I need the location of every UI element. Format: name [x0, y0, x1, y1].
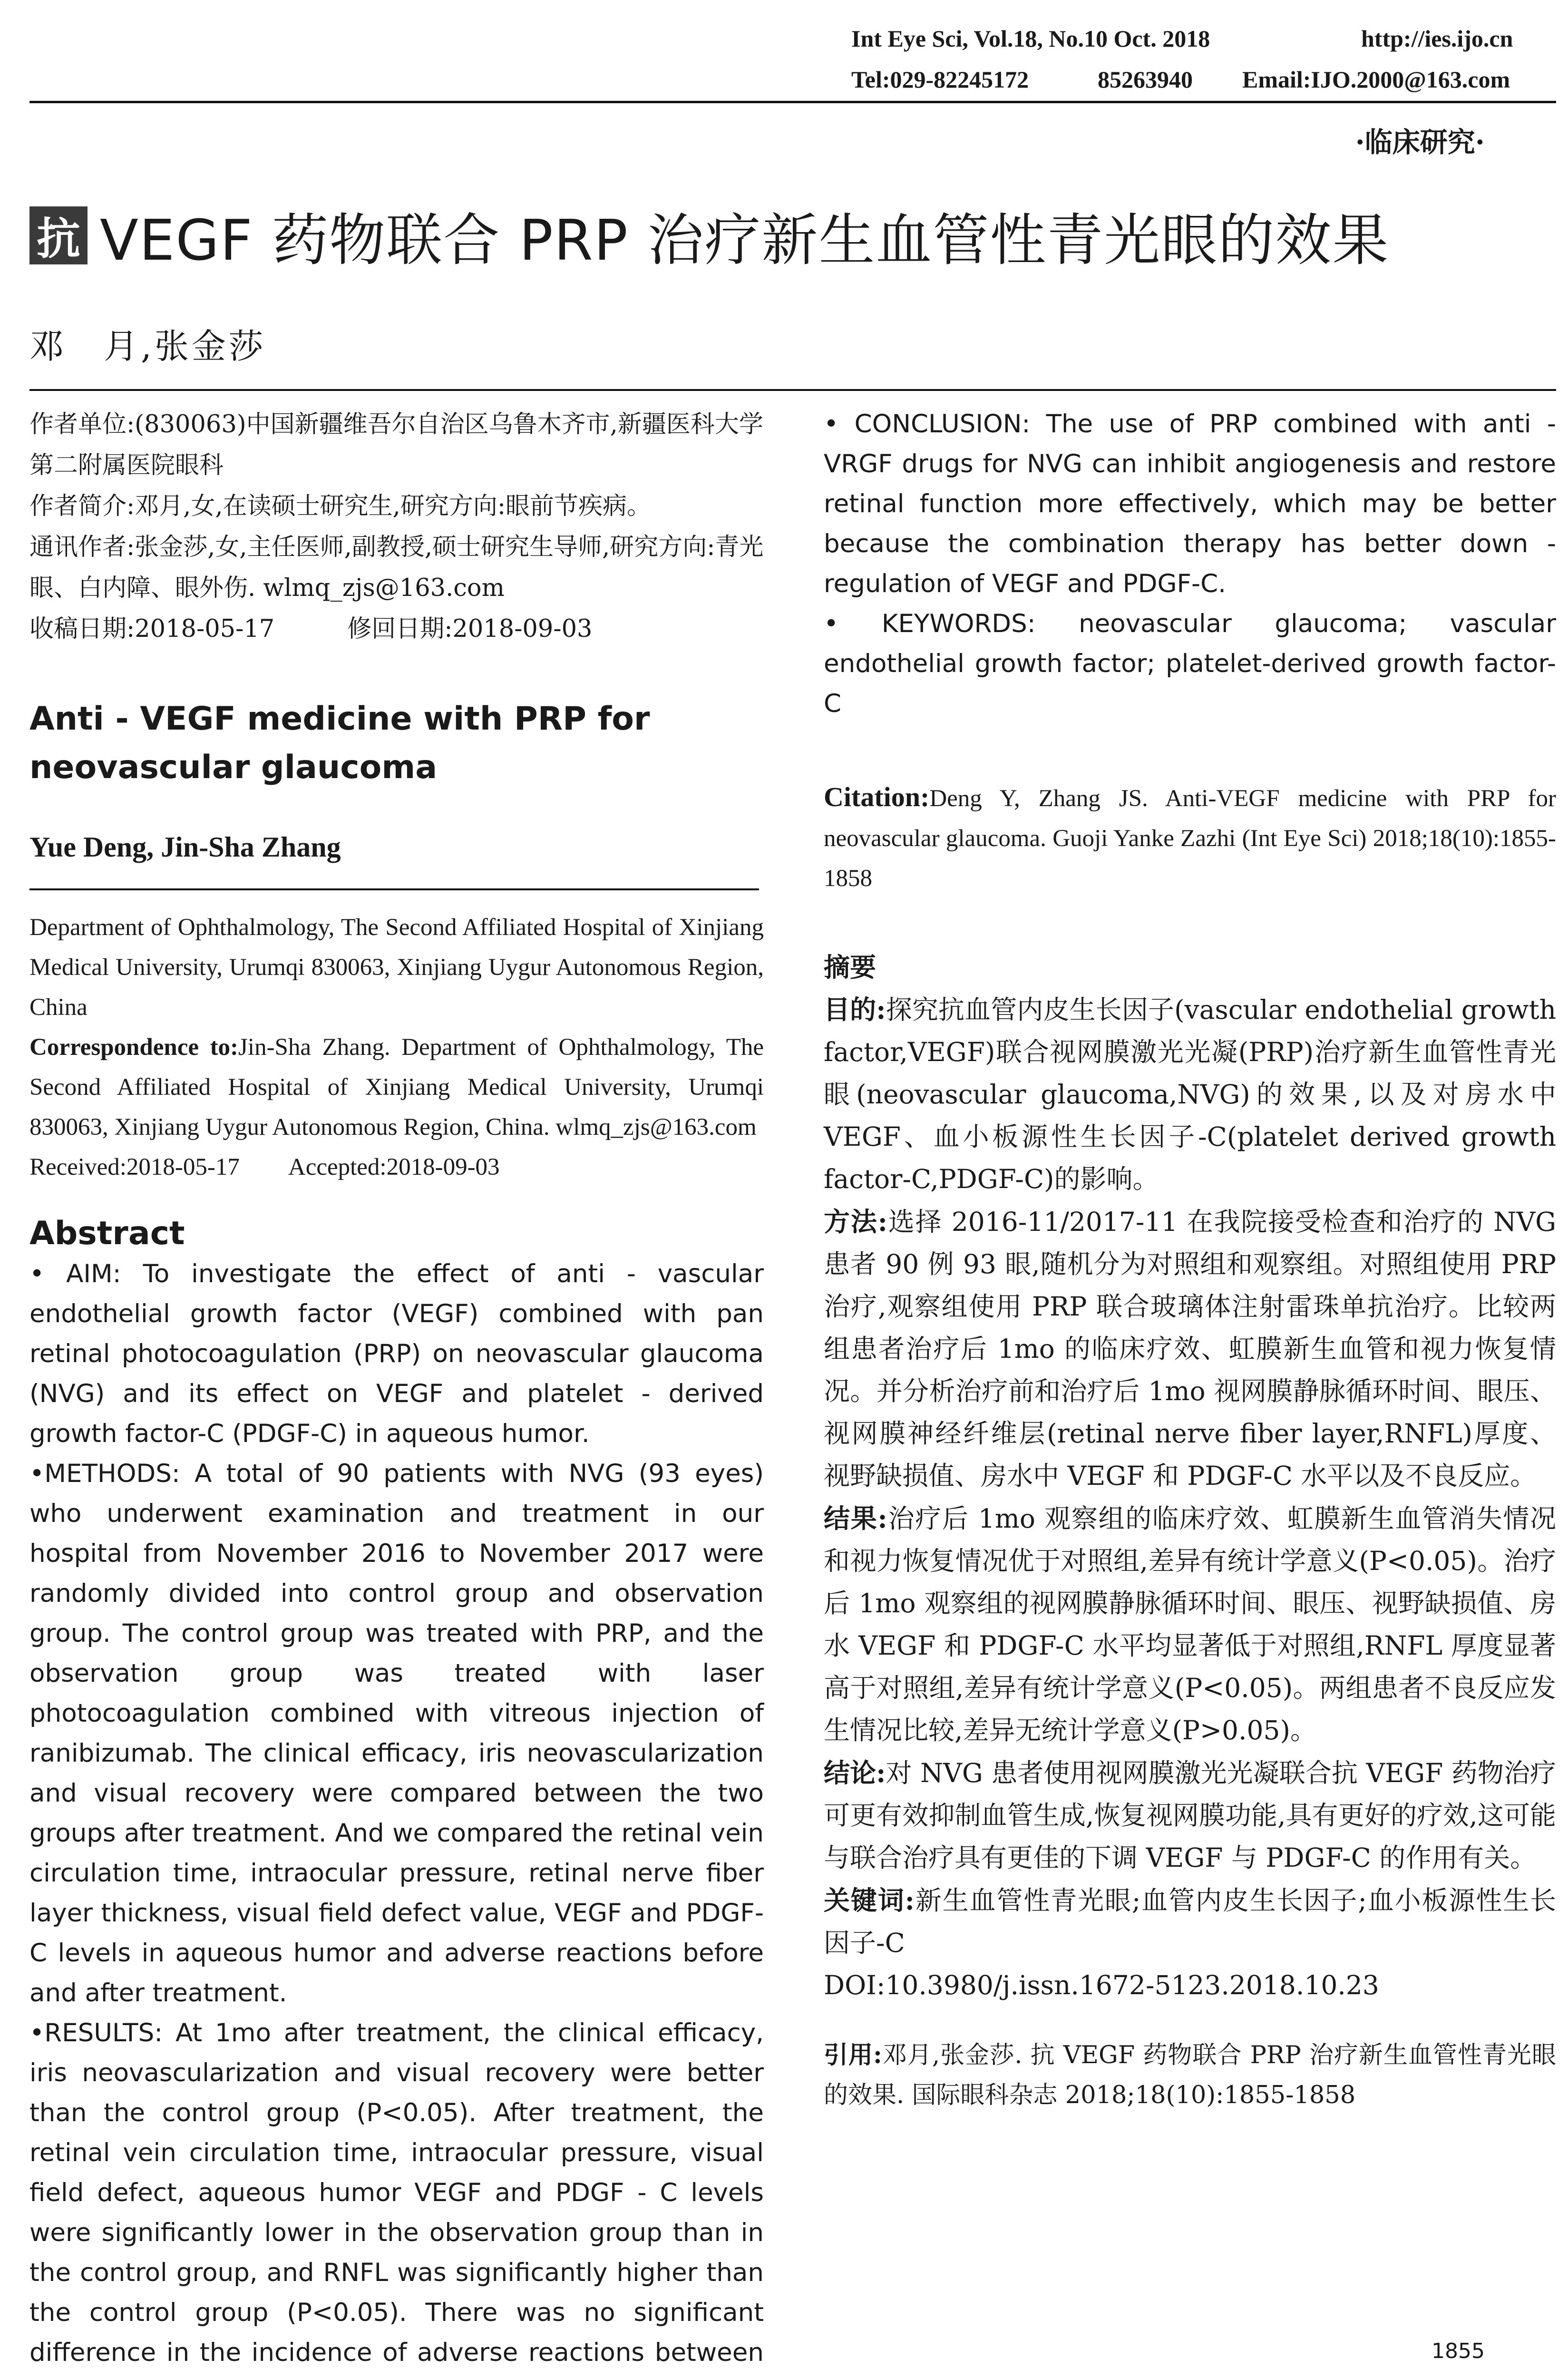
page-number: 1855 [1432, 2339, 1485, 2363]
affiliation: Department of Ophthalmology, The Second Affiliated Hospital of Xinjiang Medical University, Urumqi 830063, Xinjiang Uygur Autonomous Region, China [29, 914, 764, 1021]
cn-aim-label: 目的: [824, 994, 886, 1025]
title-badge: 抗 [29, 206, 88, 264]
cn-methods [824, 1200, 1556, 1497]
cn-meta-corresponding: 通讯作者:张金莎,女,主任医师,副教授,硕士研究生导师,研究方向:青光眼、白内障、眼外伤. wlmq_zjs@163.com [29, 533, 764, 602]
cn-results [824, 1497, 1556, 1752]
en-authors: Yue Deng, Jin-Sha Zhang [29, 831, 341, 863]
cn-doi[interactable]: DOI:10.3980/j.issn.1672-5123.2018.10.23 [824, 1970, 1379, 2000]
cn-citation-label: 引用: [824, 2041, 882, 2069]
cn-aim [824, 988, 1556, 1200]
title-text: VEGF 药物联合 PRP 治疗新生血管性青光眼的效果 [100, 207, 1390, 273]
correspondence-label: Correspondence to: [29, 1034, 239, 1061]
cn-results-text: 治疗后 1mo 观察组的临床疗效、虹膜新生血管消失情况和视力恢复情况优于对照组,差异有统计学意义(P<0.05)。治疗后 1mo 观察组的视网膜静脉循环时间、眼压、视野缺损值、房水 VEGF 和 PDGF-C 水平均显著低于对照组,RNFL 厚度显著高于对照组,差异有统计学意义(P<0.05)。两组患者不良反应发生情况比较,差异无统计学意义(P>0.05)。 [824, 1503, 1556, 1745]
cn-meta-affiliation: 作者单位:(830063)中国新疆维吾尔自治区乌鲁木齐市,新疆医科大学第二附属医院眼科 [29, 410, 763, 479]
section-label: ·临床研究· [1355, 126, 1485, 158]
abstract-results: •RESULTS: At 1mo after treatment, the clinical efficacy, iris neovascularization and visual recovery were better than the control group (P<0.05). After treatment, the retinal vein circulation time, intraocular pressure, visual field defect, aqueous humor VEGF and PDGF - C levels were significantly lower in the observation group than in the control group, and RNFL was significantly higher than the control group (P<0.05). There was no significant difference in the incidence of adverse reactions between [29, 2018, 764, 2367]
author-rule [29, 888, 759, 890]
journal-tel2: 85263940 [1098, 66, 1193, 93]
cn-aim-text: 探究抗血管内皮生长因子(vascular endothelial growth factor,VEGF)联合视网膜激光光凝(PRP)治疗新生血管性青光眼(neovascular glaucoma,NVG)的效果,以及对房水中 VEGF、血小板源性生长因子-C(platelet derived growth factor-C,PDGF-C)的影响。 [824, 994, 1556, 1194]
citation-label: Citation: [824, 781, 930, 812]
cn-meta [29, 404, 764, 650]
en-title: Anti - VEGF medicine with PRP for neovascular glaucoma [29, 700, 650, 786]
journal-volume: Int Eye Sci, Vol.18, No.10 Oct. 2018 [851, 25, 1210, 52]
correspondence-text: Jin-Sha Zhang. Department of Ophthalmology, The Second Affiliated Hospital of Xinjiang Medical University, Urumqi 830063, Xinjiang Uygur Autonomous Region, China. wlmq_zjs@163.com [29, 1034, 764, 1140]
abstract-heading: Abstract [29, 1215, 185, 1252]
citation-block [824, 777, 1556, 898]
correspondence [29, 1027, 764, 1147]
cn-meta-dates: 收稿日期:2018-05-17 修回日期:2018-09-03 [29, 615, 593, 643]
cn-abstract-heading: 摘要 [824, 952, 877, 983]
journal-email[interactable]: Email:IJO.2000@163.com [1242, 66, 1510, 93]
cn-citation-text: 邓月,张金莎. 抗 VEGF 药物联合 PRP 治疗新生血管性青光眼的效果. 国际眼科杂志 2018;18(10):1855-1858 [824, 2041, 1557, 2109]
cn-citation [824, 2035, 1556, 2115]
affiliation-block [29, 907, 764, 1187]
cn-meta-bio: 作者简介:邓月,女,在读硕士研究生,研究方向:眼前节疾病。 [29, 492, 652, 520]
article-title [29, 200, 1389, 271]
right-column [824, 404, 1556, 2115]
journal-tel: Tel:029-82245172 [851, 66, 1029, 93]
cn-keywords-label: 关键词: [824, 1885, 915, 1916]
received-dates: Received:2018-05-17 Accepted:2018-09-03 [29, 1154, 500, 1180]
abstract-conclusion: • CONCLUSION: The use of PRP combined with anti - VRGF drugs for NVG can inhibit angiogenesis and restore retinal function more effectively, which may be better because the combination therapy has better down - regulation of VEGF and PDGF-C. [824, 409, 1556, 598]
abstract-aim: • AIM: To investigate the effect of anti - vascular endothelial growth factor (VEGF) combined with pan retinal photocoagulation (PRP) on neovascular glaucoma (NVG) and its effect on VEGF and platelet - derived growth factor-C (PDGF-C) in aqueous humor. [29, 1259, 764, 1448]
cn-conclusion [824, 1752, 1556, 1879]
cn-conclusion-label: 结论: [824, 1757, 886, 1788]
title-rule [29, 389, 1556, 391]
journal-url[interactable]: http://ies.ijo.cn [1361, 25, 1513, 52]
abstract-methods: •METHODS: A total of 90 patients with NVG (93 eyes) who underwent examination and treatment in our hospital from November 2016 to November 2017 were randomly divided into control group and observation group. The control group was treated with PRP, and the observation group was treated with laser photocoagulation combined with vitreous injection of ranibizumab. The clinical efficacy, iris neovascularization and visual recovery were compared between the two groups after treatment. And we compared the retinal vein circulation time, intraocular pressure, retinal nerve fiber layer thickness, visual field defect value, VEGF and PDGF-C levels in aqueous humor and adverse reactions before and after treatment. [29, 1459, 764, 2008]
cn-keywords [824, 1879, 1556, 1964]
abstract-keywords: • KEYWORDS: neovascular glaucoma; vascular endothelial growth factor; platelet-derived growth factor-C [824, 609, 1556, 718]
abstract-continued [824, 404, 1556, 724]
cn-methods-label: 方法: [824, 1206, 887, 1237]
cn-results-label: 结果: [824, 1503, 887, 1534]
header-rule [29, 101, 1556, 103]
authors-cn: 邓 月,张金莎 [29, 326, 266, 366]
cn-methods-text: 选择 2016-11/2017-11 在我院接受检查和治疗的 NVG 患者 90 例 93 眼,随机分为对照组和观察组。对照组使用 PRP 治疗,观察组使用 PRP 联合玻璃体注射雷珠单抗治疗。比较两组患者治疗后 1mo 的临床疗效、虹膜新生血管和视力恢复情况。并分析治疗前和治疗后 1mo 视网膜静脉循环时间、眼压、视网膜神经纤维层(retinal nerve fiber layer,RNFL)厚度、视野缺损值、房水中 VEGF 和 PDGF-C 水平以及不良反应。 [824, 1207, 1556, 1491]
cn-keywords-text: 新生血管性青光眼;血管内皮生长因子;血小板源性生长因子-C [824, 1885, 1557, 1958]
cn-abstract [824, 946, 1556, 2007]
abstract-body [29, 1254, 764, 2378]
left-column [29, 404, 764, 2378]
cn-conclusion-text: 对 NVG 患者使用视网膜激光光凝联合抗 VEGF 药物治疗可更有效抑制血管生成,恢复视网膜功能,具有更好的疗效,这可能与联合治疗具有更佳的下调 VEGF 与 PDGF-C 的作用有关。 [824, 1758, 1556, 1873]
citation-text: Deng Y, Zhang JS. Anti-VEGF medicine with PRP for neovascular glaucoma. Guoji Yanke Zazhi (Int Eye Sci) 2018;18(10):1855-1858 [824, 785, 1556, 892]
